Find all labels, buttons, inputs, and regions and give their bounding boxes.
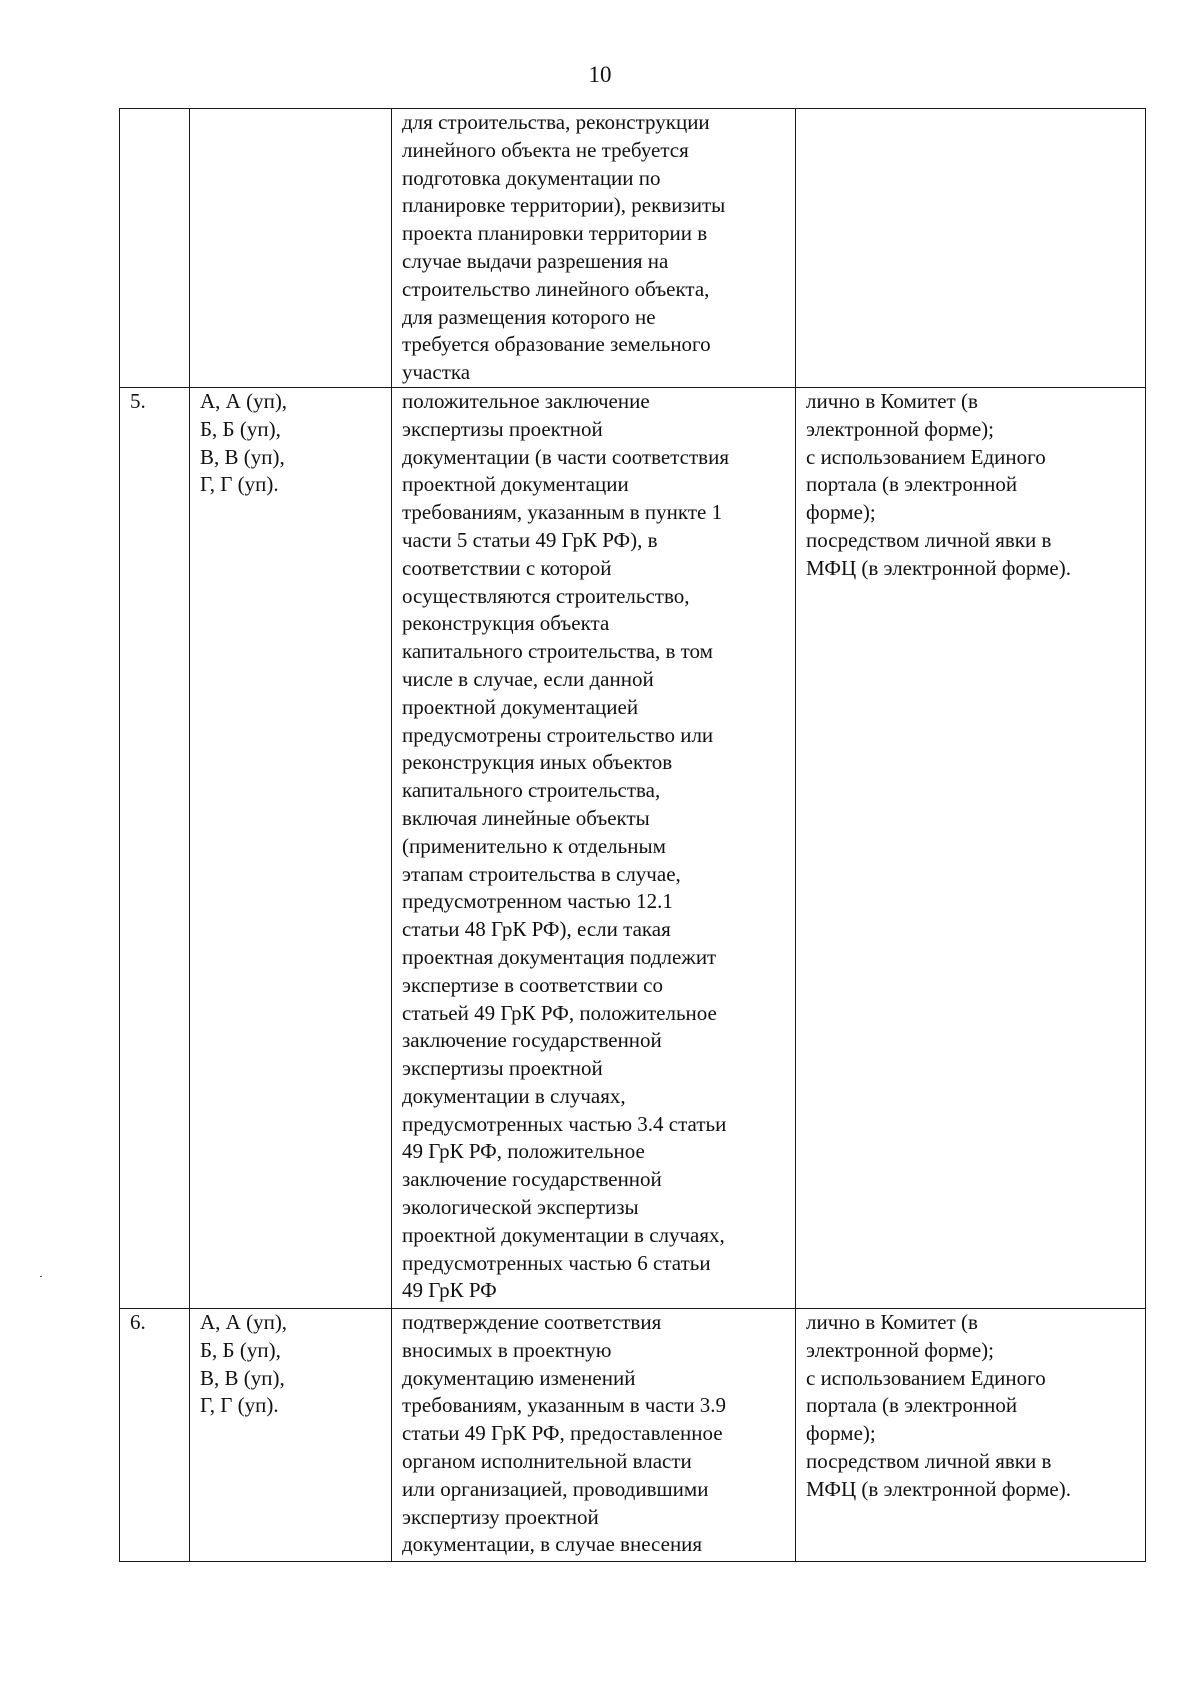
document-line: предусмотренных частью 3.4 статьи: [402, 1111, 727, 1136]
document-description-cell: [392, 1308, 796, 1561]
document-line: числе в случае, если данной: [402, 666, 654, 691]
document-line: экспертизы проектной: [402, 416, 603, 441]
document-line: статьей 49 ГрК РФ, положительное: [402, 1000, 717, 1025]
document-line: подготовка документации по: [402, 165, 661, 190]
document-line: документацию изменений: [402, 1365, 636, 1390]
document-line: участка: [402, 360, 471, 385]
method-line: портала (в электронной: [806, 1393, 1018, 1418]
document-line: экспертизу проектной: [402, 1504, 599, 1529]
document-line: проектной документацией: [402, 694, 639, 719]
table-row: [120, 109, 1146, 388]
method-line: МФЦ (в электронной форме).: [806, 1476, 1071, 1501]
document-line: реконструкция объекта: [402, 611, 610, 636]
submission-method-cell: [796, 1308, 1146, 1561]
document-line: экспертизы проектной: [402, 1056, 603, 1081]
category-line: А, А (уп),: [200, 388, 288, 413]
method-line: посредством личной явки в: [806, 1448, 1052, 1473]
document-line: для строительства, реконструкции: [402, 110, 710, 134]
row-number-cell: [120, 387, 190, 1308]
document-description-cell: [392, 109, 796, 388]
method-line: с использованием Единого: [806, 1365, 1046, 1390]
document-line: предусмотрены строительство или: [402, 722, 714, 747]
document-line: или организацией, проводившими: [402, 1476, 709, 1501]
row-number-cell: [120, 1308, 190, 1561]
category-line: В, В (уп),: [200, 1365, 285, 1390]
document-line: соответствии с которой: [402, 555, 612, 580]
document-line: требованиям, указанным в пункте 1: [402, 500, 723, 525]
document-line: заключение государственной: [402, 1028, 662, 1053]
document-line: предусмотренном частью 12.1: [402, 889, 673, 914]
document-line: вносимых в проектную: [402, 1337, 612, 1362]
submission-method-cell: [796, 109, 1146, 388]
category-line: Б, Б (уп),: [200, 416, 281, 441]
applicant-category-cell: [190, 109, 392, 388]
document-line: реконструкция иных объектов: [402, 750, 673, 775]
applicant-category-cell: [190, 1308, 392, 1561]
method-line: лично в Комитет (в: [806, 1309, 978, 1334]
document-line: документации, в случае внесения: [402, 1532, 703, 1557]
document-line: документации в случаях,: [402, 1083, 626, 1108]
category-line: В, В (уп),: [200, 444, 285, 469]
document-line: требуется образование земельного: [402, 332, 711, 357]
document-line: для размещения которого не: [402, 304, 656, 329]
method-line: с использованием Единого: [806, 444, 1046, 469]
document-line: планировке территории), реквизиты: [402, 193, 726, 218]
document-line: строительство линейного объекта,: [402, 276, 710, 301]
document-line: проекта планировки территории в: [402, 221, 708, 246]
document-line: капитального строительства,: [402, 778, 661, 803]
document-line: органом исполнительной власти: [402, 1448, 692, 1473]
document-line: проектная документация подлежит: [402, 944, 717, 969]
method-line: лично в Комитет (в: [806, 388, 978, 413]
method-line: форме);: [806, 500, 876, 525]
category-line: Б, Б (уп),: [200, 1337, 281, 1362]
scan-artifact: [40, 1276, 42, 1277]
applicant-category-cell: [190, 387, 392, 1308]
document-line: требованиям, указанным в части 3.9: [402, 1393, 727, 1418]
category-line: А, А (уп),: [200, 1309, 288, 1334]
row-number-cell: [120, 109, 190, 388]
table-row: [120, 1308, 1146, 1561]
document-line: экспертизе в соответствии со: [402, 972, 663, 997]
document-line: статьи 49 ГрК РФ, предоставленное: [402, 1421, 723, 1446]
document-line: включая линейные объекты: [402, 805, 650, 830]
method-line: электронной форме);: [806, 1337, 994, 1362]
document-line: 49 ГрК РФ: [402, 1278, 497, 1303]
method-line: портала (в электронной: [806, 472, 1018, 497]
document-line: документации (в части соответствия: [402, 444, 729, 469]
document-line: случае выдачи разрешения на: [402, 248, 669, 273]
document-line: заключение государственной: [402, 1167, 662, 1192]
method-line: МФЦ (в электронной форме).: [806, 555, 1071, 580]
document-line: проектной документации в случаях,: [402, 1222, 725, 1247]
document-line: статьи 48 ГрК РФ), если такая: [402, 917, 671, 942]
category-line: Г, Г (уп).: [200, 472, 279, 497]
document-line: экологической экспертизы: [402, 1195, 639, 1220]
document-line: проектной документации: [402, 472, 629, 497]
document-description-cell: [392, 387, 796, 1308]
page-number: 10: [588, 62, 612, 87]
method-line: посредством личной явки в: [806, 527, 1052, 552]
method-line: форме);: [806, 1421, 876, 1446]
documents-table-body: [120, 109, 1146, 1562]
document-line: 49 ГрК РФ, положительное: [402, 1139, 645, 1164]
document-line: предусмотренных частью 6 статьи: [402, 1250, 711, 1275]
document-line: части 5 статьи 49 ГрК РФ), в: [402, 527, 658, 552]
submission-method-cell: [796, 387, 1146, 1308]
document-line: (применительно к отдельным: [402, 833, 666, 858]
document-line: положительное заключение: [402, 388, 650, 413]
document-line: капитального строительства, в том: [402, 639, 713, 664]
document-line: линейного объекта не требуется: [402, 137, 689, 162]
document-line: подтверждение соответствия: [402, 1309, 662, 1334]
document-line: осуществляются строительство,: [402, 583, 690, 608]
documents-table: [119, 108, 1146, 1562]
category-line: Г, Г (уп).: [200, 1393, 279, 1418]
document-line: этапам строительства в случае,: [402, 861, 681, 886]
row-number: 5.: [130, 388, 146, 413]
method-line: электронной форме);: [806, 416, 994, 441]
table-row: [120, 387, 1146, 1308]
row-number: 6.: [130, 1309, 146, 1334]
